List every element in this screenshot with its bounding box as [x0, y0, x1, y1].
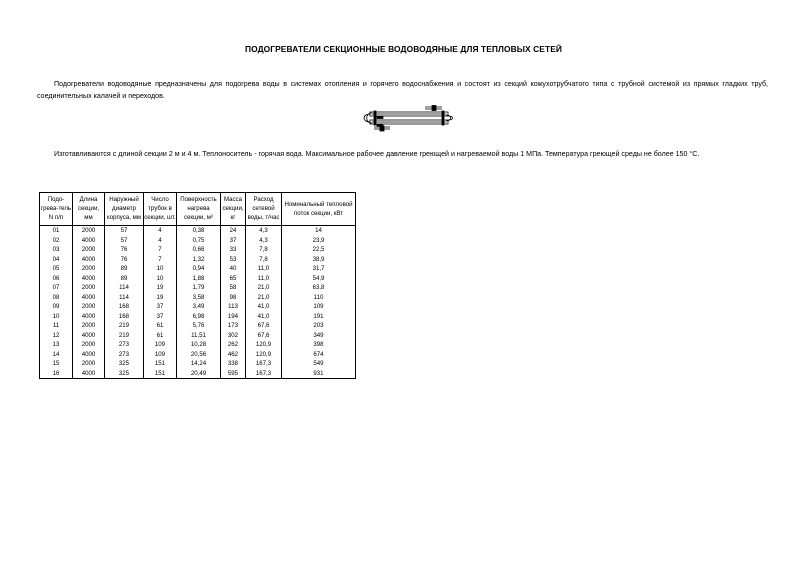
intro-paragraph: Подогреватели водоводяные предназначены для подогрева воды в системах отопления и горячего водоснабжения и состоят из секций кожухотрубчатого типа с трубной системой из прямых гладких труб, соединительных калачей и переходов.	[37, 80, 768, 100]
table-cell: 167,3	[246, 369, 282, 379]
table-cell: 5,76	[177, 321, 221, 331]
table-cell: 67,6	[246, 321, 282, 331]
table-cell: 41,0	[246, 312, 282, 322]
header-water-flow: Расход сетевой воды, т/час	[246, 193, 282, 226]
table-cell: 10,28	[177, 340, 221, 350]
table-cell: 168	[105, 312, 144, 322]
header-outer-diameter: Наружный диаметр корпуса, мм	[105, 193, 144, 226]
table-cell: 7,8	[246, 255, 282, 265]
table-row	[40, 321, 356, 331]
table-cell: 4,3	[246, 236, 282, 246]
table-cell: 57	[105, 226, 144, 236]
table-cell: 12	[40, 331, 73, 341]
table-cell: 76	[105, 255, 144, 265]
table-row	[40, 236, 356, 246]
table-row	[40, 255, 356, 265]
table-cell: 40	[221, 264, 246, 274]
table-cell: 06	[40, 274, 73, 284]
header-heater-number: Подо-грева-тель N п/п	[40, 193, 73, 226]
table-cell: 167,3	[246, 359, 282, 369]
table-cell: 2000	[73, 245, 105, 255]
table-cell: 11,0	[246, 264, 282, 274]
table-cell: 19	[144, 283, 177, 293]
table-cell: 2000	[73, 264, 105, 274]
table-cell: 2000	[73, 321, 105, 331]
table-cell: 98	[221, 293, 246, 303]
table-row	[40, 293, 356, 303]
table-cell: 08	[40, 293, 73, 303]
table-cell: 33	[221, 245, 246, 255]
table-cell: 61	[144, 321, 177, 331]
table-row	[40, 312, 356, 322]
table-cell: 120,9	[246, 340, 282, 350]
table-row	[40, 369, 356, 379]
table-cell: 37	[221, 236, 246, 246]
table-cell: 22,5	[282, 245, 356, 255]
table-cell: 58	[221, 283, 246, 293]
table-cell: 07	[40, 283, 73, 293]
table-cell: 168	[105, 302, 144, 312]
table-row	[40, 245, 356, 255]
table-cell: 338	[221, 359, 246, 369]
table-cell: 61	[144, 331, 177, 341]
table-cell: 15	[40, 359, 73, 369]
table-cell: 57	[105, 236, 144, 246]
table-cell: 16	[40, 369, 73, 379]
table-cell: 674	[282, 350, 356, 360]
table-cell: 194	[221, 312, 246, 322]
table-cell: 173	[221, 321, 246, 331]
table-cell: 02	[40, 236, 73, 246]
table-cell: 7	[144, 255, 177, 265]
table-cell: 89	[105, 264, 144, 274]
table-cell: 1,79	[177, 283, 221, 293]
table-cell: 23,9	[282, 236, 356, 246]
table-row	[40, 226, 356, 236]
table-cell: 05	[40, 264, 73, 274]
table-cell: 4000	[73, 350, 105, 360]
table-cell: 4000	[73, 293, 105, 303]
table-cell: 76	[105, 245, 144, 255]
table-cell: 20,56	[177, 350, 221, 360]
table-cell: 219	[105, 321, 144, 331]
table-cell: 09	[40, 302, 73, 312]
table-cell: 10	[144, 274, 177, 284]
table-cell: 4000	[73, 331, 105, 341]
table-cell: 931	[282, 369, 356, 379]
table-cell: 4000	[73, 255, 105, 265]
table-cell: 262	[221, 340, 246, 350]
table-cell: 01	[40, 226, 73, 236]
table-cell: 14	[40, 350, 73, 360]
table-cell: 31,7	[282, 264, 356, 274]
header-heating-surface: Поверхность нагрева секции, м²	[177, 193, 221, 226]
table-cell: 114	[105, 293, 144, 303]
table-cell: 37	[144, 312, 177, 322]
table-row	[40, 359, 356, 369]
table-cell: 203	[282, 321, 356, 331]
table-cell: 67,6	[246, 331, 282, 341]
table-cell: 41,0	[246, 302, 282, 312]
table-cell: 0,75	[177, 236, 221, 246]
table-cell: 3,58	[177, 293, 221, 303]
table-cell: 38,9	[282, 255, 356, 265]
table-cell: 114	[105, 283, 144, 293]
table-cell: 4,3	[246, 226, 282, 236]
table-cell: 04	[40, 255, 73, 265]
header-section-mass: Масса секции, кг	[221, 193, 246, 226]
page-title: ПОДОГРЕВАТЕЛИ СЕКЦИОННЫЕ ВОДОВОДЯНЫЕ ДЛЯ ТЕПЛОВЫХ СЕТЕЙ	[244, 44, 563, 54]
table-cell: 53	[221, 255, 246, 265]
table-cell: 191	[282, 312, 356, 322]
table-cell: 11	[40, 321, 73, 331]
table-cell: 120,9	[246, 350, 282, 360]
table-cell: 13	[40, 340, 73, 350]
table-cell: 24	[221, 226, 246, 236]
table-row	[40, 331, 356, 341]
table-cell: 219	[105, 331, 144, 341]
table-row	[40, 350, 356, 360]
table-cell: 325	[105, 359, 144, 369]
table-cell: 1,88	[177, 274, 221, 284]
table-cell: 2000	[73, 340, 105, 350]
table-cell: 549	[282, 359, 356, 369]
table-cell: 462	[221, 350, 246, 360]
table-cell: 109	[144, 340, 177, 350]
table-cell: 21,0	[246, 283, 282, 293]
table-cell: 2000	[73, 283, 105, 293]
table-cell: 110	[282, 293, 356, 303]
table-cell: 325	[105, 369, 144, 379]
table-cell: 1,32	[177, 255, 221, 265]
table-row	[40, 302, 356, 312]
table-cell: 10	[144, 264, 177, 274]
table-cell: 4000	[73, 274, 105, 284]
table-cell: 10	[40, 312, 73, 322]
table-cell: 3,49	[177, 302, 221, 312]
table-cell: 20,49	[177, 369, 221, 379]
table-cell: 2000	[73, 302, 105, 312]
header-section-length: Длина секции, мм	[73, 193, 105, 226]
table-cell: 398	[282, 340, 356, 350]
table-cell: 273	[105, 350, 144, 360]
table-cell: 4	[144, 236, 177, 246]
specification-paragraph: Изготавливаются с длиной секции 2 м и 4 м. Теплоноситель - горячая вода. Максимальное рабочее давление греющей и нагреваемой воды 1 МПа. Температура греющей среды не более 150 °С.	[54, 150, 700, 158]
table-cell: 302	[221, 331, 246, 341]
table-cell: 7,8	[246, 245, 282, 255]
table-cell: 7	[144, 245, 177, 255]
header-tube-count: Число трубок в секции, шт.	[144, 193, 177, 226]
table-cell: 65	[221, 274, 246, 284]
heaters-table	[39, 192, 356, 379]
header-heat-flow: Номинальный тепловой поток секции, кВт	[282, 193, 356, 226]
table-cell: 0,66	[177, 245, 221, 255]
table-cell: 63,8	[282, 283, 356, 293]
table-cell: 21,0	[246, 293, 282, 303]
table-row	[40, 340, 356, 350]
table-cell: 14,24	[177, 359, 221, 369]
table-cell: 6,98	[177, 312, 221, 322]
table-cell: 151	[144, 369, 177, 379]
table-cell: 109	[144, 350, 177, 360]
table-header-row	[40, 193, 356, 226]
heater-section-diagram	[360, 105, 455, 135]
table-cell: 11,51	[177, 331, 221, 341]
table-cell: 03	[40, 245, 73, 255]
table-cell: 595	[221, 369, 246, 379]
table-cell: 2000	[73, 226, 105, 236]
table-cell: 14	[282, 226, 356, 236]
table-cell: 19	[144, 293, 177, 303]
table-cell: 0,94	[177, 264, 221, 274]
table-row	[40, 264, 356, 274]
table-cell: 4	[144, 226, 177, 236]
table-cell: 89	[105, 274, 144, 284]
table-cell: 11,0	[246, 274, 282, 284]
table-body	[40, 226, 356, 379]
table-cell: 2000	[73, 359, 105, 369]
table-cell: 54,9	[282, 274, 356, 284]
table-cell: 4000	[73, 369, 105, 379]
table-cell: 151	[144, 359, 177, 369]
table-cell: 0,38	[177, 226, 221, 236]
table-cell: 37	[144, 302, 177, 312]
table-cell: 4000	[73, 312, 105, 322]
table-cell: 4000	[73, 236, 105, 246]
table-cell: 273	[105, 340, 144, 350]
table-cell: 349	[282, 331, 356, 341]
table-cell: 109	[282, 302, 356, 312]
table-row	[40, 283, 356, 293]
table-row	[40, 274, 356, 284]
table-cell: 113	[221, 302, 246, 312]
